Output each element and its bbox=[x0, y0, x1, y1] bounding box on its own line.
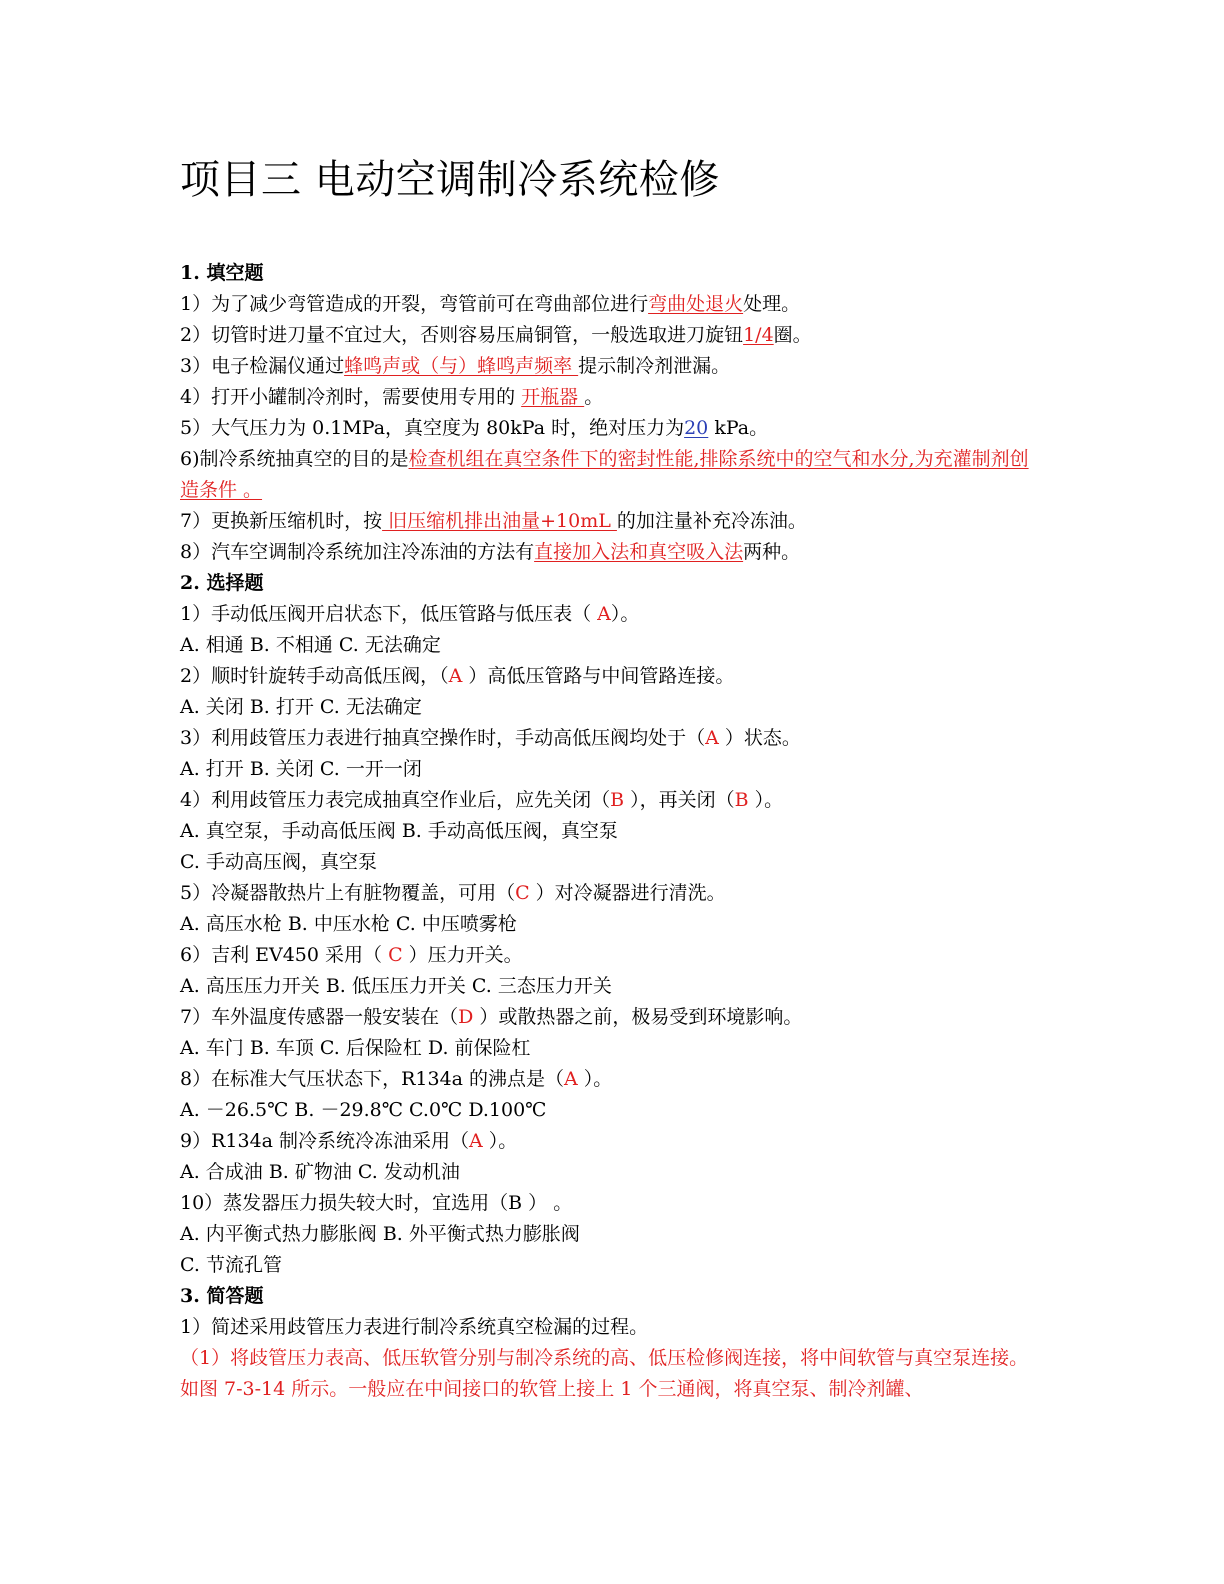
answer: C bbox=[388, 944, 403, 966]
choice-question-4: 4）利用歧管压力表完成抽真空作业后，应先关闭（B ），再关闭（B ）。 bbox=[180, 789, 784, 811]
choice-options-7: A. 车门 B. 车顶 C. 后保险杠 D. 前保险杠 bbox=[180, 1037, 531, 1059]
answer: 1/4 bbox=[743, 324, 774, 346]
answer: A bbox=[705, 727, 719, 749]
fill-question-7: 7）更换新压缩机时，按 旧压缩机排出油量+10mL 的加注量补充冷冻油。 bbox=[180, 510, 807, 532]
choice-options-8: A. －26.5℃ B. －29.8℃ C.0℃ D.100℃ bbox=[180, 1099, 547, 1121]
fill-question-5: 5）大气压力为 0.1MPa，真空度为 80kPa 时，绝对压力为20 kPa。 bbox=[180, 417, 769, 439]
choice-question-10: 10）蒸发器压力损失较大时，宜选用（B ） 。 bbox=[180, 1192, 573, 1214]
choice-question-3: 3）利用歧管压力表进行抽真空操作时，手动高低压阀均处于（A ）状态。 bbox=[180, 727, 801, 749]
choice-question-6: 6）吉利 EV450 采用（ C ）压力开关。 bbox=[180, 944, 523, 966]
choice-options-3: A. 打开 B. 关闭 C. 一开一闭 bbox=[180, 758, 422, 780]
answer: B bbox=[734, 789, 749, 811]
choice-question-2: 2）顺时针旋转手动高低压阀，（A ）高低压管路与中间管路连接。 bbox=[180, 665, 735, 687]
answer: 20 bbox=[684, 417, 709, 439]
answer: 直接加入法和真空吸入法 bbox=[534, 541, 744, 563]
answer: 检查机组在真空条件下的密封性能,排除系统中的空气和水分,为充灌制剂创造条件 。 bbox=[180, 448, 1029, 501]
fill-question-1: 1）为了减少弯管造成的开裂，弯管前可在弯曲部位进行弯曲处退火处理。 bbox=[180, 293, 801, 315]
answer: A bbox=[564, 1068, 578, 1090]
choice-options-10a: A. 内平衡式热力膨胀阀 B. 外平衡式热力膨胀阀 bbox=[180, 1223, 580, 1245]
choice-options-5: A. 高压水枪 B. 中压水枪 C. 中压喷雾枪 bbox=[180, 913, 517, 935]
choice-options-4a: A. 真空泵，手动高低压阀 B. 手动高低压阀，真空泵 bbox=[180, 820, 618, 842]
answer: 弯曲处退火 bbox=[648, 293, 744, 315]
document-page bbox=[180, 150, 1040, 1405]
fill-question-4: 4）打开小罐制冷剂时，需要使用专用的 开瓶器 。 bbox=[180, 386, 604, 408]
fill-question-2: 2）切管时进刀量不宜过大，否则容易压扁铜管，一般选取进刀旋钮1/4圈。 bbox=[180, 324, 812, 346]
choice-options-10b: C. 节流孔管 bbox=[180, 1254, 282, 1276]
choice-question-9: 9）R134a 制冷系统冷冻油采用（A ）。 bbox=[180, 1130, 518, 1152]
choice-options-4b: C. 手动高压阀，真空泵 bbox=[180, 851, 377, 873]
section-heading-short: 3. 简答题 bbox=[180, 1285, 264, 1307]
choice-options-9: A. 合成油 B. 矿物油 C. 发动机油 bbox=[180, 1161, 460, 1183]
short-answer-1: （1）将歧管压力表高、低压软管分别与制冷系统的高、低压检修阀连接，将中间软管与真空泵连接。如图 7-3-14 所示。一般应在中间接口的软管上接上 1 个三通阀，将真空泵、制冷剂罐、 bbox=[180, 1347, 1029, 1400]
answer: 旧压缩机排出油量+10mL bbox=[382, 510, 617, 532]
section-heading-fill: 1. 填空题 bbox=[180, 262, 264, 284]
answer: 蜂鸣声或（与）蜂鸣声频率 bbox=[344, 355, 579, 377]
fill-question-8: 8）汽车空调制冷系统加注冷冻油的方法有直接加入法和真空吸入法两种。 bbox=[180, 541, 801, 563]
short-question-1: 1）简述采用歧管压力表进行制冷系统真空检漏的过程。 bbox=[180, 1316, 649, 1338]
answer: B bbox=[610, 789, 625, 811]
choice-question-7: 7）车外温度传感器一般安装在（D ）或散热器之前，极易受到环境影响。 bbox=[180, 1006, 803, 1028]
page-title: 项目三 电动空调制冷系统检修 bbox=[180, 157, 720, 203]
choice-options-1: A. 相通 B. 不相通 C. 无法确定 bbox=[180, 634, 441, 656]
answer: A bbox=[448, 665, 463, 687]
choice-question-1: 1）手动低压阀开启状态下，低压管路与低压表（ A）。 bbox=[180, 603, 640, 625]
fill-question-3: 3）电子检漏仪通过蜂鸣声或（与）蜂鸣声频率 提示制冷剂泄漏。 bbox=[180, 355, 731, 377]
choice-question-8: 8）在标准大气压状态下，R134a 的沸点是（A ）。 bbox=[180, 1068, 613, 1090]
answer: D bbox=[458, 1006, 474, 1028]
section-heading-choice: 2. 选择题 bbox=[180, 572, 264, 594]
answer: A bbox=[597, 603, 611, 625]
fill-question-6: 6)制冷系统抽真空的目的是检查机组在真空条件下的密封性能,排除系统中的空气和水分,为充灌制剂创造条件 。 bbox=[180, 448, 1029, 501]
choice-question-5: 5）冷凝器散热片上有脏物覆盖，可用（C ）对冷凝器进行清洗。 bbox=[180, 882, 726, 904]
choice-options-2: A. 关闭 B. 打开 C. 无法确定 bbox=[180, 696, 422, 718]
answer: A bbox=[469, 1130, 483, 1152]
choice-options-6: A. 高压压力开关 B. 低压压力开关 C. 三态压力开关 bbox=[180, 975, 612, 997]
answer: C bbox=[515, 882, 530, 904]
answer: 开瓶器 bbox=[521, 386, 585, 408]
